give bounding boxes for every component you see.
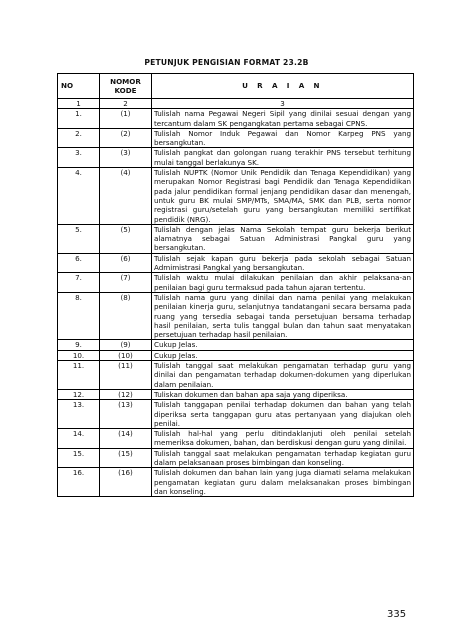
row-number: 2. xyxy=(58,128,100,148)
table-row xyxy=(58,448,414,468)
row-code: (8) xyxy=(100,292,152,339)
table-row xyxy=(58,350,414,360)
row-description: Tulislah sejak kapan guru bekerja pada sekolah sebagai Satuan Admimistrasi Pangkal yang bersangkutan. xyxy=(152,253,414,273)
row-number: 16. xyxy=(58,468,100,497)
table-row xyxy=(58,468,414,497)
row-code: (4) xyxy=(100,168,152,225)
column-index: 3 xyxy=(152,99,414,109)
row-code: (5) xyxy=(100,224,152,253)
instructions-table xyxy=(57,73,414,497)
table-row xyxy=(58,389,414,399)
row-number: 14. xyxy=(58,429,100,449)
row-description: Tulislah pangkat dan golongan ruang terakhir PNS tersebut terhitung mulai tanggal berlakunya SK. xyxy=(152,148,414,168)
row-code: (1) xyxy=(100,109,152,129)
row-description: Tuliskan dokumen dan bahan apa saja yang diperiksa. xyxy=(152,389,414,399)
row-description: Tulislah nama Pegawai Negeri Sipil yang dinilai sesuai dengan yang tercantum dalam SK pengangkatan pertama sebagai CPNS. xyxy=(152,109,414,129)
row-description: Tulislah dokumen dan bahan lain yang juga diamati selama melakukan pengamatan kegiatan guru dalam melaksanakan proses bimbingan dan konseling. xyxy=(152,468,414,497)
table-row xyxy=(58,253,414,273)
page-number: 335 xyxy=(387,609,407,620)
row-number: 5. xyxy=(58,224,100,253)
header-no: NO xyxy=(58,74,100,99)
row-code: (10) xyxy=(100,350,152,360)
table-row xyxy=(58,224,414,253)
row-description: Tulislah dengan jelas Nama Sekolah tempat guru bekerja berikut alamatnya sebagai Satuan Administrasi Pangkal guru yang bersangkutan. xyxy=(152,224,414,253)
row-number: 3. xyxy=(58,148,100,168)
row-code: (6) xyxy=(100,253,152,273)
row-description: Cukup Jelas. xyxy=(152,340,414,350)
row-number: 12. xyxy=(58,389,100,399)
table-row xyxy=(58,292,414,339)
row-number: 9. xyxy=(58,340,100,350)
row-description: Cukup Jelas. xyxy=(152,350,414,360)
row-number: 6. xyxy=(58,253,100,273)
row-code: (15) xyxy=(100,448,152,468)
table-row xyxy=(58,128,414,148)
row-code: (12) xyxy=(100,389,152,399)
row-code: (9) xyxy=(100,340,152,350)
table-row xyxy=(58,109,414,129)
table-row xyxy=(58,340,414,350)
header-kode: NOMOR KODE xyxy=(100,74,152,99)
row-description: Tulislah Nomor Induk Pegawai dan Nomor Karpeg PNS yang bersangkutan. xyxy=(152,128,414,148)
header-uraian: U R A I A N xyxy=(152,74,414,99)
row-code: (2) xyxy=(100,128,152,148)
row-code: (7) xyxy=(100,273,152,293)
row-description: Tulislah tanggapan penilai terhadap dokumen dan bahan yang telah diperiksa serta tanggapan guru atas pertanyaan yang diajukan oleh penilai. xyxy=(152,400,414,429)
row-code: (3) xyxy=(100,148,152,168)
table-row xyxy=(58,148,414,168)
column-index: 1 xyxy=(58,99,100,109)
column-index: 2 xyxy=(100,99,152,109)
row-code: (16) xyxy=(100,468,152,497)
row-description: Tulislah NUPTK (Nomor Unik Pendidik dan Tenaga Kependidikan) yang merupakan Nomor Registrasi bagi Pendidik dan Tenaga Kependidikan pada jalur pendidikan formal jenjang pendidikan dasar dan menengah, untuk guru BK mulai SMP/MTs, SMA/MA, SMK dan PLB, serta nomor registrasi guru/setelah guru yang bersangkutan memiliki sertifikat pendidik (NRG). xyxy=(152,168,414,225)
page-title: PETUNJUK PENGISIAN FORMAT 23.2B xyxy=(144,58,309,67)
table-row xyxy=(58,361,414,390)
row-code: (13) xyxy=(100,400,152,429)
row-number: 10. xyxy=(58,350,100,360)
row-description: Tulislah waktu mulai dilakukan penilaian dan akhir pelaksana-an penilaian bagi guru termaksud pada tahun ajaran tertentu. xyxy=(152,273,414,293)
table-row xyxy=(58,429,414,449)
row-number: 15. xyxy=(58,448,100,468)
table-row xyxy=(58,168,414,225)
row-number: 4. xyxy=(58,168,100,225)
row-description: Tulislah nama guru yang dinilai dan nama penilai yang melakukan penilaian kinerja guru, selanjutnya tandatangani secara bersama pada ruang yang tersedia sebagai tanda persetujuan bersama terhadap hasil penilaian, serta tulis tanggal bulan dan tahun saat menyatakan persetujuan terhadap hasil penilaian. xyxy=(152,292,414,339)
table-row xyxy=(58,400,414,429)
table-header-row xyxy=(58,74,414,99)
row-description: Tulislah tanggal saat melakukan pengamatan terhadap guru yang dinilai dan pengamatan terhadap dokumen-dokumen yang diperlukan dalam penilaian. xyxy=(152,361,414,390)
row-description: Tulislah tanggal saat melakukan pengamatan terhadap kegiatan guru dalam pelaksanaan proses bimbingan dan konseling. xyxy=(152,448,414,468)
table-row xyxy=(58,273,414,293)
row-number: 1. xyxy=(58,109,100,129)
column-index-row xyxy=(58,99,414,109)
row-number: 13. xyxy=(58,400,100,429)
row-number: 7. xyxy=(58,273,100,293)
row-number: 8. xyxy=(58,292,100,339)
row-code: (14) xyxy=(100,429,152,449)
row-number: 11. xyxy=(58,361,100,390)
row-code: (11) xyxy=(100,361,152,390)
row-description: Tulislah hal-hal yang perlu ditindaklanjuti oleh penilai setelah memeriksa dokumen, bahan, dan berdiskusi dengan guru yang dinilai. xyxy=(152,429,414,449)
table-body xyxy=(58,99,414,497)
